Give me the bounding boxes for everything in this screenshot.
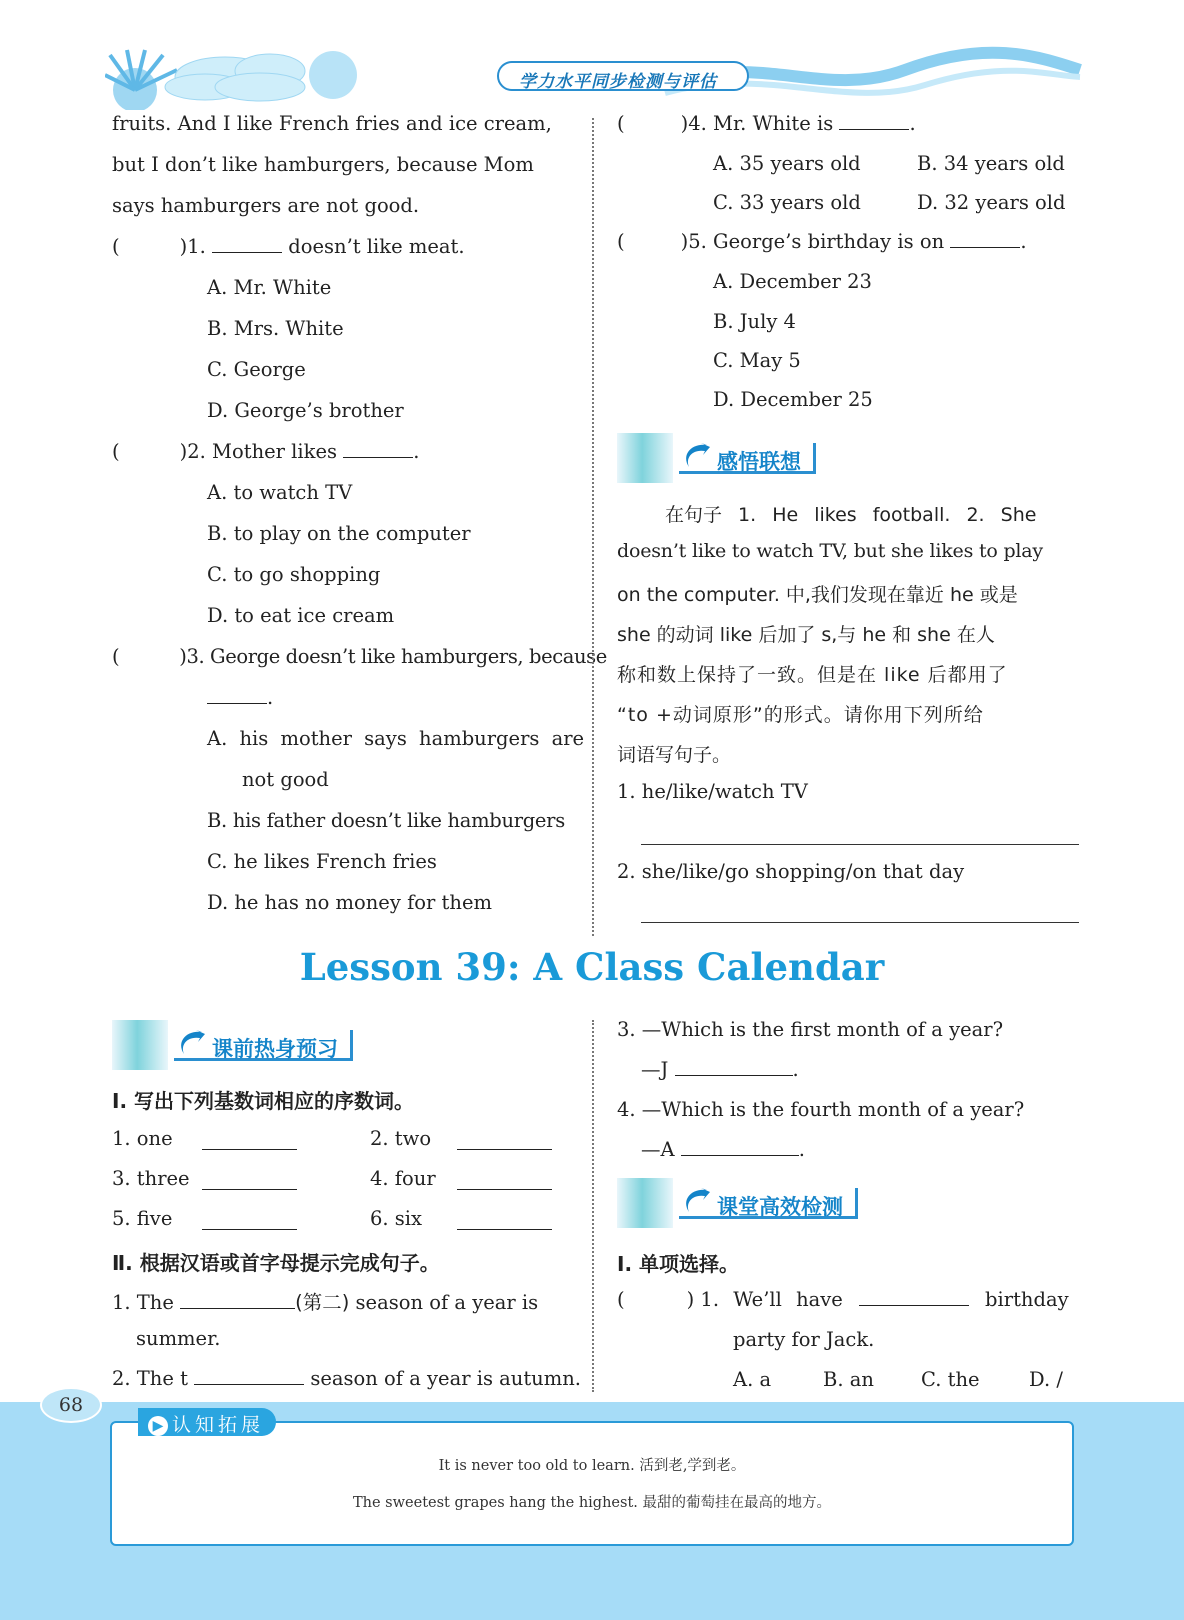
answer-prefix: —A	[641, 1138, 675, 1161]
question-stem-prefix: 5. George’s birthday is on	[688, 230, 945, 253]
ordinal-item	[112, 1127, 173, 1150]
option[interactable]: C. to go shopping	[207, 563, 381, 586]
fill-blank[interactable]	[681, 1138, 799, 1156]
option-a-text: A. his mother says hamburgers are	[207, 727, 585, 750]
ordinal-item	[370, 1127, 431, 1150]
option[interactable]: B. 34 years old	[917, 152, 1065, 175]
writing-prompt-1: 1. he/like/watch TV	[617, 780, 808, 803]
sentence-suffix: season of a year is autumn.	[310, 1367, 581, 1390]
option[interactable]	[207, 727, 585, 750]
question-stem-suffix: .	[267, 686, 274, 709]
answer-paren-open: (	[112, 645, 120, 668]
option[interactable]: B. to play on the computer	[207, 522, 471, 545]
answer-line[interactable]	[641, 922, 1079, 923]
footer-tag-label: 认知拓展	[172, 1414, 265, 1436]
ordinal-label: 2. two	[370, 1127, 432, 1150]
sentence-suffix: season of a year is	[355, 1291, 539, 1314]
option[interactable]: D. to eat ice cream	[207, 604, 395, 627]
option[interactable]: C. he likes French fries	[207, 850, 437, 873]
section-banner-label: 感悟联想	[679, 443, 816, 474]
cloud-icon	[165, 54, 305, 101]
answer-paren-close: )	[179, 440, 188, 463]
question-stem-prefix: 2. Mother likes	[187, 440, 338, 463]
option[interactable]: C. George	[207, 358, 306, 381]
part2-heading: Ⅱ. 根据汉语或首字母提示完成句子。	[112, 1251, 440, 1275]
question-4	[617, 112, 916, 135]
passage-line: fruits. And I like French fries and ice cream,	[112, 112, 552, 135]
option[interactable]: C. the	[921, 1368, 980, 1391]
answer-paren-open: (	[617, 112, 625, 135]
paragraph-line: 词语写句子。	[617, 744, 732, 766]
option[interactable]: B. an	[823, 1368, 874, 1391]
fill-blank[interactable]	[457, 1189, 552, 1190]
sentence-1	[112, 1287, 538, 1315]
question-stem-prefix: 1.	[187, 235, 206, 258]
ordinal-item	[370, 1167, 436, 1190]
month-answer-3	[641, 1058, 799, 1081]
play-arrow-icon: ▶	[148, 1416, 168, 1436]
fill-blank[interactable]	[343, 440, 413, 458]
option[interactable]: A. 35 years old	[713, 152, 861, 175]
paragraph-line: 称和数上保持了一致。但是在 like 后都用了	[617, 664, 1008, 686]
answer-paren-close: )	[680, 112, 689, 135]
question-2	[112, 440, 419, 463]
bubble-icon	[309, 51, 357, 99]
answer-paren-open: (	[112, 440, 120, 463]
question-stem-prefix: 1. We’ll have	[700, 1288, 843, 1311]
ordinal-item	[112, 1207, 172, 1230]
fill-blank[interactable]	[202, 1229, 297, 1230]
ordinal-item	[112, 1167, 190, 1190]
bottom-right-column	[617, 1018, 1079, 1161]
fill-blank[interactable]	[202, 1149, 297, 1150]
bottom-left-column	[112, 1085, 581, 1395]
ordinal-label: 1. one	[112, 1127, 173, 1150]
answer-paren-close: )	[179, 645, 187, 668]
paragraph-line: 在句子 1. He likes football. 2. She	[665, 504, 1037, 526]
fill-blank[interactable]	[675, 1058, 793, 1076]
option[interactable]: D. he has no money for them	[207, 891, 492, 914]
answer-paren-open: (	[112, 235, 120, 258]
fill-blank[interactable]	[207, 686, 267, 704]
column-divider	[592, 118, 594, 936]
answer-paren-open: (	[617, 230, 625, 253]
question-stem-suffix: birthday	[985, 1288, 1069, 1311]
section-banner-label: 课前热身预习	[174, 1030, 353, 1061]
fill-blank[interactable]	[859, 1288, 969, 1306]
option[interactable]: C. 33 years old	[713, 191, 861, 214]
writing-prompt-2: 2. she/like/go shopping/on that day	[617, 860, 965, 883]
section-banner-preview	[112, 1020, 372, 1070]
answer-paren-close: )	[179, 235, 188, 258]
page-number: 68	[40, 1387, 102, 1423]
paragraph-line: “to +动词原形”的形式。请你用下列所给	[617, 704, 984, 726]
option[interactable]: A. Mr. White	[207, 276, 332, 299]
page-header	[105, 45, 1085, 110]
footer-box	[110, 1421, 1074, 1546]
part1-heading: Ⅰ. 写出下列基数词相应的序数词。	[112, 1089, 415, 1113]
paragraph-line: doesn’t like to watch TV, but she likes to play	[617, 540, 1043, 562]
mc-question-1-continued: party for Jack.	[733, 1328, 875, 1351]
sentence-2	[112, 1367, 581, 1390]
fill-blank[interactable]	[457, 1149, 552, 1150]
fill-blank[interactable]	[194, 1367, 304, 1385]
answer-paren-close: )	[686, 1288, 695, 1311]
question-stem-line1: 3. George doesn’t like hamburgers, because	[186, 645, 607, 668]
paragraph-line: she 的动词 like 后加了 s,与 he 和 she 在人	[617, 624, 995, 646]
chinese-hint: (第二)	[295, 1291, 350, 1314]
sun-icon	[105, 50, 177, 110]
mc-question-1	[617, 1288, 1069, 1311]
column-divider	[592, 1020, 594, 1392]
question-stem-suffix: .	[413, 440, 420, 463]
ordinal-label: 6. six	[370, 1207, 423, 1230]
month-question-3: 3. —Which is the first month of a year?	[617, 1018, 1004, 1041]
month-question-4: 4. —Which is the fourth month of a year?	[617, 1098, 1025, 1121]
passage-line: but I don’t like hamburgers, because Mom	[112, 153, 534, 176]
option[interactable]: B. Mrs. White	[207, 317, 344, 340]
sentence-1-continued: summer.	[136, 1327, 221, 1350]
top-left-column	[112, 112, 607, 922]
ordinal-label: 4. four	[370, 1167, 436, 1190]
option[interactable]: A. a	[733, 1368, 772, 1391]
fill-blank[interactable]	[180, 1291, 295, 1309]
sentence-prefix: 1. The	[112, 1291, 174, 1314]
question-3	[112, 645, 607, 668]
section-banner-classroom-test	[617, 1178, 877, 1228]
sentence-prefix: 2. The t	[112, 1367, 188, 1390]
question-stem-suffix: .	[1020, 230, 1027, 253]
answer-line[interactable]	[641, 844, 1079, 845]
answer-suffix: .	[798, 1138, 805, 1161]
answer-prefix: —J	[641, 1058, 669, 1081]
footer-tag	[138, 1408, 276, 1436]
question-5	[617, 230, 1027, 253]
option[interactable]: B. July 4	[713, 310, 796, 333]
option[interactable]: D. George’s brother	[207, 399, 404, 422]
question-stem-prefix: 4. Mr. White is	[688, 112, 834, 135]
ordinal-label: 3. three	[112, 1167, 190, 1190]
question-stem-suffix: doesn’t like meat.	[288, 235, 465, 258]
question-3-line2	[207, 686, 273, 709]
lesson-title: Lesson 39: A Class Calendar	[299, 945, 885, 989]
proverb-line: It is never too old to learn. 活到老,学到老。	[438, 1458, 746, 1474]
option-a-continued: not good	[242, 768, 329, 791]
question-1	[112, 235, 465, 258]
option[interactable]: B. his father doesn’t like hamburgers	[207, 809, 565, 832]
paragraph-line: on the computer. 中,我们发现在靠近 he 或是	[617, 584, 1018, 606]
option[interactable]: D. /	[1029, 1368, 1063, 1391]
section-banner-label: 课堂高效检测	[679, 1188, 858, 1219]
option[interactable]: A. December 23	[713, 270, 872, 293]
fill-blank[interactable]	[212, 235, 282, 253]
option[interactable]: D. 32 years old	[917, 191, 1066, 214]
multiple-choice-section	[617, 1248, 1079, 1398]
ordinal-item	[370, 1207, 422, 1230]
header-title: 学力水平同步检测与评估	[497, 61, 749, 91]
answer-suffix: .	[792, 1058, 799, 1081]
option[interactable]: A. to watch TV	[207, 481, 353, 504]
proverb-line: The sweetest grapes hang the highest. 最甜的葡萄挂在最高的地方。	[352, 1495, 831, 1511]
fill-blank[interactable]	[950, 230, 1020, 248]
passage-line: says hamburgers are not good.	[112, 194, 420, 217]
option[interactable]: D. December 25	[713, 388, 873, 411]
fill-blank[interactable]	[202, 1189, 297, 1190]
fill-blank[interactable]	[457, 1229, 552, 1230]
question-stem-suffix: .	[909, 112, 916, 135]
month-answer-4	[641, 1138, 805, 1161]
part1-heading: Ⅰ. 单项选择。	[617, 1252, 740, 1276]
fill-blank[interactable]	[839, 112, 909, 130]
answer-paren-open: (	[617, 1288, 625, 1311]
ordinal-label: 5. five	[112, 1207, 173, 1230]
option[interactable]: C. May 5	[713, 349, 801, 372]
section-banner-reflection	[617, 433, 877, 483]
answer-paren-close: )	[680, 230, 689, 253]
